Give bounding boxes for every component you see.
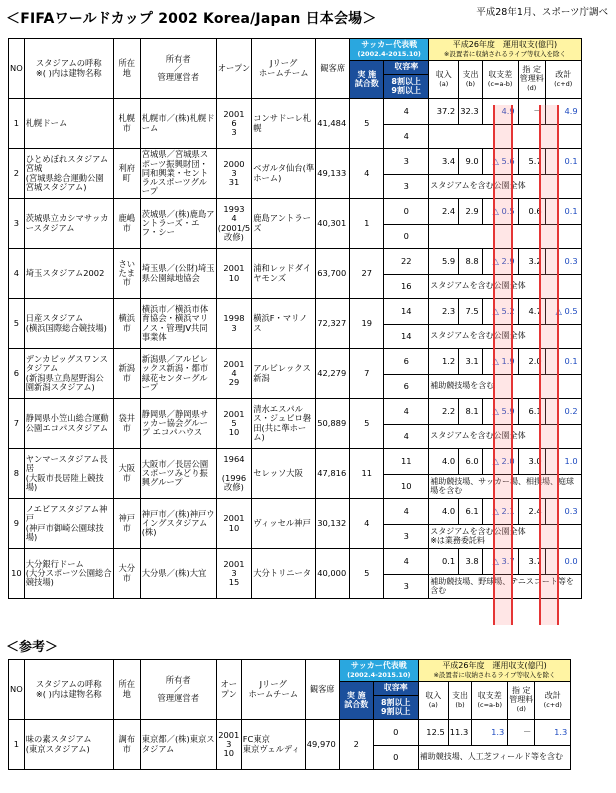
- cell-expense: 32.3: [459, 99, 482, 125]
- cell-balance: △ 2.9: [482, 249, 518, 275]
- cell-capacity: 50,889: [316, 399, 350, 449]
- cell-total: 1.3: [535, 720, 571, 746]
- cell-stadium-name: 静岡県小笠山総合運動公園エコパスタジアム: [24, 399, 113, 449]
- cell-fee: 0.6: [518, 199, 545, 225]
- header-open: オープン: [216, 660, 241, 720]
- cell-rate-90: 4: [384, 425, 429, 449]
- page-title: ＜FIFAワールドカップ 2002 Korea/Japan 日本会場＞: [6, 11, 377, 27]
- cell-team: 鹿島アントラーズ: [252, 199, 316, 249]
- cell-total: 0.3: [545, 249, 581, 275]
- cell-balance: 4.9: [482, 99, 518, 125]
- cell-revenue: 1.2: [429, 349, 459, 375]
- cell-no: 7: [9, 399, 25, 449]
- cell-fee: 5.7: [518, 149, 545, 175]
- cell-no: 3: [9, 199, 25, 249]
- cell-revenue: 12.5: [418, 720, 448, 746]
- cell-held: 5: [350, 549, 384, 599]
- cell-balance: △ 1.9: [482, 349, 518, 375]
- cell-owner: 静岡県／静岡県サッカー協会グループ エコパハウス: [140, 399, 216, 449]
- cell-stadium-name: デンカビッグスワンスタジアム (新潟県立鳥屋野潟公園新潟スタジアム): [24, 349, 113, 399]
- reference-table: [8, 659, 571, 770]
- cell-expense: 6.0: [459, 449, 482, 475]
- cell-capacity: 30,132: [316, 499, 350, 549]
- cell-no: 6: [9, 349, 25, 399]
- cell-rate-90: 3: [384, 175, 429, 199]
- cell-rate-90: 6: [384, 375, 429, 399]
- cell-team: アルビレックス新潟: [252, 349, 316, 399]
- header-fee: 指 定 管理料 (d): [518, 61, 545, 99]
- cell-held: 27: [350, 249, 384, 299]
- cell-revenue: 37.2: [429, 99, 459, 125]
- cell-no: 8: [9, 449, 25, 499]
- cell-open: 2000 3 31: [216, 149, 251, 199]
- header-owner: 所有者 ／ 管理運営者: [140, 660, 216, 720]
- cell-balance: △ 5.6: [482, 149, 518, 175]
- cell-stadium-name: 埼玉スタジアム2002: [24, 249, 113, 299]
- cell-no: 10: [9, 549, 25, 599]
- header-capacity: 観客席: [316, 39, 350, 99]
- header-expense: 支出 (b): [459, 61, 482, 99]
- cell-owner: 神戸市／(株)神戸ウイングスタジアム(株): [140, 499, 216, 549]
- cell-team: セレッソ大阪: [252, 449, 316, 499]
- cell-open: 1964 (1996改修): [216, 449, 251, 499]
- cell-rate-80: 0: [384, 199, 429, 225]
- header-rate-80-90: 8割以上 9割以上: [384, 75, 429, 99]
- cell-capacity: 47,816: [316, 449, 350, 499]
- cell-rate-80: 3: [384, 149, 429, 175]
- cell-fee: 6.1: [518, 399, 545, 425]
- cell-stadium-name: ノエビアスタジアム神戸 (神戸市御崎公園球技場): [24, 499, 113, 549]
- cell-balance: △ 5.2: [482, 299, 518, 325]
- cell-rate-80: 4: [384, 99, 429, 125]
- cell-open: 2001 3 15: [216, 549, 251, 599]
- cell-location: 利府町: [113, 149, 140, 199]
- cell-fee: －: [518, 99, 545, 125]
- cell-no: 5: [9, 299, 25, 349]
- header-location: 所在地: [113, 39, 140, 99]
- cell-stadium-name: 茨城県立カシマサッカースタジアム: [24, 199, 113, 249]
- cell-owner: 新潟県／アルビレックス新潟・都市緑花センターグループ: [140, 349, 216, 399]
- header-fee: 指 定 管理料 (d): [508, 682, 535, 720]
- cell-expense: 8.8: [459, 249, 482, 275]
- cell-note: スタジアムを含む公園全体: [429, 325, 581, 349]
- cell-expense: 6.1: [459, 499, 482, 525]
- header-finance: 平成26年度 運用収支(億円) ※設置者に収納されるライブ等収入を除く: [418, 660, 570, 682]
- header-open: オープン: [216, 39, 251, 99]
- cell-stadium-name: 日産スタジアム (横浜国際総合競技場): [24, 299, 113, 349]
- cell-owner: 大阪市／長居公園スポーツみどり振興グループ: [140, 449, 216, 499]
- cell-capacity: 49,133: [316, 149, 350, 199]
- cell-no: 9: [9, 499, 25, 549]
- cell-no: 1: [9, 99, 25, 149]
- cell-held: 5: [350, 399, 384, 449]
- cell-stadium-name: ヤンマースタジアム長居 (大阪市長居陸上競技場): [24, 449, 113, 499]
- cell-owner: 大分県／(株)大宜: [140, 549, 216, 599]
- cell-fee: 2.4: [518, 499, 545, 525]
- cell-rate-80: 6: [384, 349, 429, 375]
- cell-revenue: 0.1: [429, 549, 459, 575]
- cell-open: 2001 5 10: [216, 399, 251, 449]
- header-total: 改計 (c+d): [545, 61, 581, 99]
- header-held: 実 施 試合数: [350, 61, 384, 99]
- cell-capacity: 72,327: [316, 299, 350, 349]
- cell-total: 0.1: [545, 199, 581, 225]
- header-soccer-matches: サッカー代表戦 (2002.4-2015.10): [339, 660, 418, 682]
- cell-owner: 横浜市／横浜市体育協会・横浜マリノス・管理JV共同事業体: [140, 299, 216, 349]
- cell-owner: 茨城県／(株)鹿島アントラーズ・エフ・シー: [140, 199, 216, 249]
- cell-note: 補助競技場、サッカー場、相撲場、庭球場を含む: [429, 475, 581, 499]
- cell-held: 4: [350, 499, 384, 549]
- cell-note: 補助競技場、野球場、テニスコート等を含む: [429, 575, 581, 599]
- cell-balance: 1.3: [472, 720, 508, 746]
- header-name: スタジアムの呼称 ※( )内は建物名称: [24, 39, 113, 99]
- cell-expense: 3.8: [459, 549, 482, 575]
- cell-open: 2001 10: [216, 499, 251, 549]
- header-finance: 平成26年度 運用収支(億円) ※設置者に収納されるライブ等収入を除く: [429, 39, 581, 61]
- cell-capacity: 49,970: [305, 720, 339, 770]
- cell-rate-80: 22: [384, 249, 429, 275]
- reference-title: ＜参考＞: [6, 640, 59, 655]
- cell-revenue: 3.4: [429, 149, 459, 175]
- header-capacity: 観客席: [305, 660, 339, 720]
- source-note: 平成28年1月、スポーツ庁調べ: [476, 7, 608, 18]
- cell-capacity: 40,301: [316, 199, 350, 249]
- cell-location: 大阪市: [113, 449, 140, 499]
- cell-open: 1993 4 (2001/5改修): [216, 199, 251, 249]
- cell-total: △ 0.5: [545, 299, 581, 325]
- cell-balance: △ 2.0: [482, 449, 518, 475]
- cell-held: 11: [350, 449, 384, 499]
- cell-balance: △ 0.5: [482, 199, 518, 225]
- cell-expense: 3.1: [459, 349, 482, 375]
- cell-location: 新潟市: [113, 349, 140, 399]
- cell-expense: 9.0: [459, 149, 482, 175]
- cell-fee: 4.7: [518, 299, 545, 325]
- header-owner: 所有者 ／ 管理運営者: [140, 39, 216, 99]
- highlight-fee-column: [539, 105, 559, 625]
- cell-rate-80: 0: [373, 720, 418, 746]
- header-balance: 収支差 (c=a-b): [472, 682, 508, 720]
- cell-expense: 2.9: [459, 199, 482, 225]
- cell-team: ヴィッセル神戸: [252, 499, 316, 549]
- cell-total: 0.0: [545, 549, 581, 575]
- header-team: Jリーグ ホームチーム: [252, 39, 316, 99]
- cell-revenue: 2.4: [429, 199, 459, 225]
- cell-stadium-name: 札幌ドーム: [24, 99, 113, 149]
- cell-fee: 3.7: [518, 549, 545, 575]
- cell-fee: 3.2: [518, 249, 545, 275]
- cell-rate-90: 0: [373, 746, 418, 770]
- cell-location: さいたま市: [113, 249, 140, 299]
- cell-rate-90: 3: [384, 575, 429, 599]
- cell-rate-80: 11: [384, 449, 429, 475]
- header-no: NO: [9, 39, 25, 99]
- cell-rate-80: 14: [384, 299, 429, 325]
- cell-rate-80: 4: [384, 399, 429, 425]
- cell-revenue: 4.0: [429, 449, 459, 475]
- cell-owner: 埼玉県／(公財)埼玉県公園緑地協会: [140, 249, 216, 299]
- cell-capacity: 40,000: [316, 549, 350, 599]
- cell-note: スタジアムを含む公園全体: [429, 275, 581, 299]
- cell-revenue: 2.3: [429, 299, 459, 325]
- cell-expense: 8.1: [459, 399, 482, 425]
- header-rate: 収容率: [373, 682, 418, 696]
- header-rate-80-90: 8割以上 9割以上: [373, 696, 418, 720]
- cell-location: 袋井市: [113, 399, 140, 449]
- header-name: スタジアムの呼称 ※( )内は建物名称: [24, 660, 113, 720]
- cell-rate-90: 3: [384, 525, 429, 549]
- cell-held: 5: [350, 99, 384, 149]
- cell-team: 清水エスパルス・ジュビロ磐田(共に準ホーム): [252, 399, 316, 449]
- cell-capacity: 63,700: [316, 249, 350, 299]
- highlight-expense-column: [493, 105, 513, 625]
- header-total: 改計 (c+d): [535, 682, 571, 720]
- cell-held: 1: [350, 199, 384, 249]
- cell-owner: 東京都／(株)東京スタジアム: [140, 720, 216, 770]
- cell-rate-90: 0: [384, 225, 429, 249]
- cell-total: 0.1: [545, 349, 581, 375]
- cell-fee: 3.0: [518, 449, 545, 475]
- cell-team: FC東京 東京ヴェルディ: [241, 720, 305, 770]
- cell-rate-80: 4: [384, 549, 429, 575]
- header-soccer-matches: サッカー代表戦 (2002.4-2015.10): [350, 39, 429, 61]
- cell-location: 神戸市: [113, 499, 140, 549]
- cell-team: 大分トリニータ: [252, 549, 316, 599]
- cell-note: スタジアムを含む公園全体: [429, 425, 581, 449]
- cell-note: スタジアムを含む公園全体: [429, 175, 581, 199]
- cell-note: 補助競技場を含む: [429, 375, 581, 399]
- cell-owner: 札幌市／(株)札幌ドーム: [140, 99, 216, 149]
- cell-open: 1998 3: [216, 299, 251, 349]
- cell-no: 4: [9, 249, 25, 299]
- cell-revenue: 5.9: [429, 249, 459, 275]
- cell-rate-90: 4: [384, 125, 429, 149]
- header-revenue: 収入 (a): [429, 61, 459, 99]
- cell-team: 浦和レッドダイヤモンズ: [252, 249, 316, 299]
- cell-fee: 2.0: [518, 349, 545, 375]
- cell-team: ベガルタ仙台(準ホーム): [252, 149, 316, 199]
- cell-note: スタジアムを含む公園全体 ※は業務委託料: [429, 525, 581, 549]
- cell-rate-90: 16: [384, 275, 429, 299]
- cell-total: 0.3: [545, 499, 581, 525]
- cell-expense: 7.5: [459, 299, 482, 325]
- cell-total: 0.2: [545, 399, 581, 425]
- cell-total: 1.0: [545, 449, 581, 475]
- cell-fee: －: [508, 720, 535, 746]
- cell-no: 2: [9, 149, 25, 199]
- cell-stadium-name: 味の素スタジアム (東京スタジアム): [24, 720, 113, 770]
- cell-revenue: 4.0: [429, 499, 459, 525]
- cell-open: 2001 4 29: [216, 349, 251, 399]
- cell-rate-90: 10: [384, 475, 429, 499]
- cell-expense: 11.3: [448, 720, 471, 746]
- cell-open: 2001 6 3: [216, 99, 251, 149]
- header-balance: 収支差 (c=a-b): [482, 61, 518, 99]
- cell-stadium-name: 大分銀行ドーム (大分スポーツ公園総合競技場): [24, 549, 113, 599]
- header-revenue: 収入 (a): [418, 682, 448, 720]
- cell-balance: △ 3.7: [482, 549, 518, 575]
- cell-open: 2001 10: [216, 249, 251, 299]
- cell-total: 0.1: [545, 149, 581, 175]
- cell-location: 札幌市: [113, 99, 140, 149]
- cell-held: 19: [350, 299, 384, 349]
- cell-balance: △ 5.9: [482, 399, 518, 425]
- cell-location: 調布市: [113, 720, 140, 770]
- header-rate: 収容率: [384, 61, 429, 75]
- cell-held: 4: [350, 149, 384, 199]
- cell-rate-80: 4: [384, 499, 429, 525]
- cell-held: 7: [350, 349, 384, 399]
- cell-location: 横浜市: [113, 299, 140, 349]
- cell-capacity: 41,484: [316, 99, 350, 149]
- cell-location: 鹿嶋市: [113, 199, 140, 249]
- cell-open: 2001 3 10: [216, 720, 241, 770]
- header-team: Jリーグ ホームチーム: [241, 660, 305, 720]
- cell-team: 横浜F・マリノス: [252, 299, 316, 349]
- header-held: 実 施 試合数: [339, 682, 373, 720]
- cell-owner: 宮城県／宮城県スポーツ振興財団・同和興業・セントラルスポーツグループ: [140, 149, 216, 199]
- cell-total: 4.9: [545, 99, 581, 125]
- cell-location: 大分市: [113, 549, 140, 599]
- header-location: 所在地: [113, 660, 140, 720]
- header-expense: 支出 (b): [448, 682, 471, 720]
- header-no: NO: [9, 660, 25, 720]
- cell-revenue: 2.2: [429, 399, 459, 425]
- cell-capacity: 42,279: [316, 349, 350, 399]
- cell-note: 補助競技場、人工芝フィールド等を含む: [418, 746, 570, 770]
- cell-balance: △ 2.1: [482, 499, 518, 525]
- cell-no: 1: [9, 720, 25, 770]
- cell-team: コンサドーレ札幌: [252, 99, 316, 149]
- cell-held: 2: [339, 720, 373, 770]
- cell-rate-90: 14: [384, 325, 429, 349]
- cell-stadium-name: ひとめぼれスタジアム宮城 (宮城県総合運動公園宮城スタジアム): [24, 149, 113, 199]
- table-row: [9, 720, 571, 746]
